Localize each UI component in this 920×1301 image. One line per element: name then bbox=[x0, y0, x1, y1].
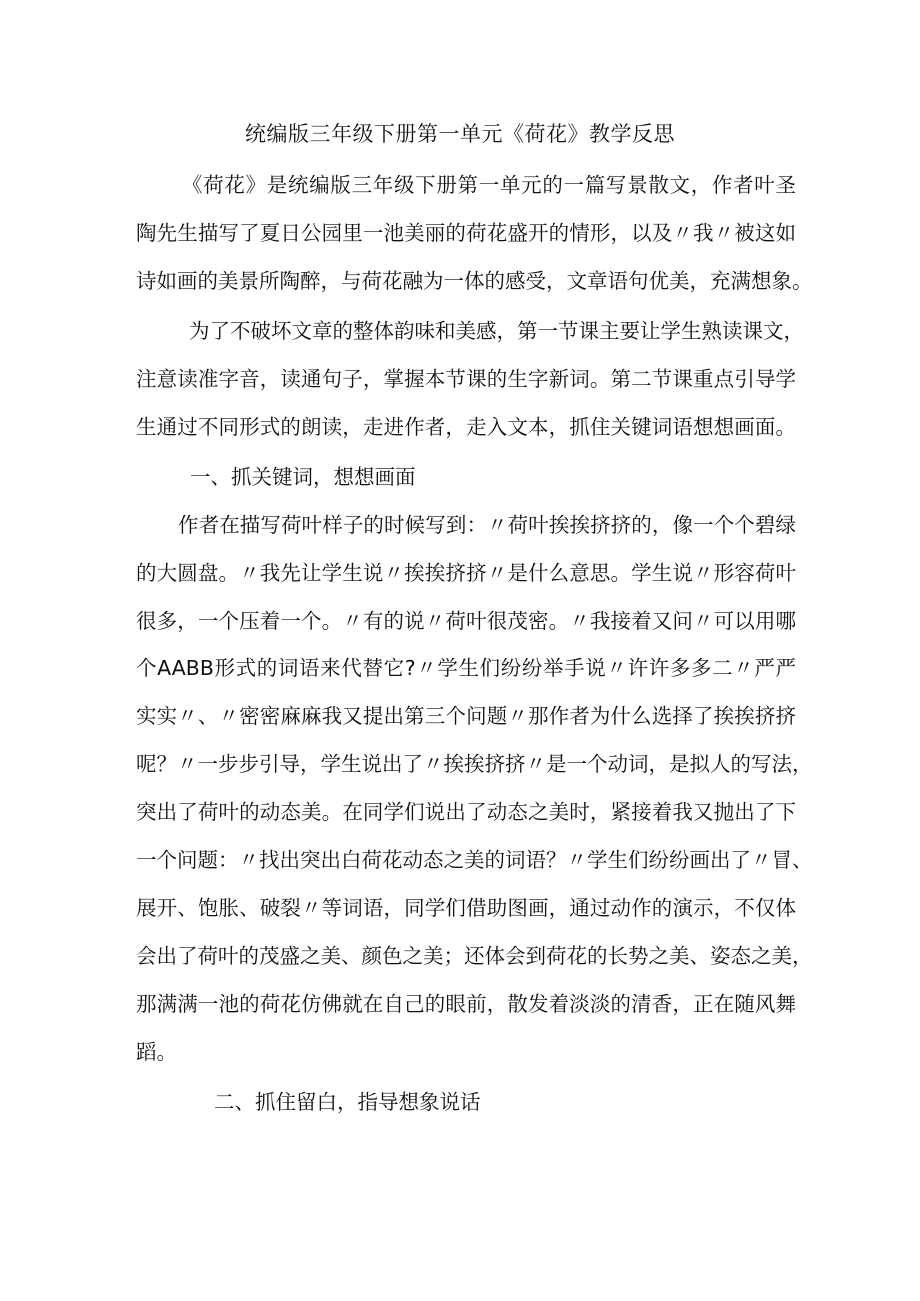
paragraph-line: 诗如画的美景所陶醉，与荷花融为一体的感受，文章语句优美，充满想象。 bbox=[136, 269, 813, 293]
paragraph-line: 会出了荷叶的茂盛之美、颜色之美；还体会到荷花的长势之美、姿态之美， bbox=[136, 944, 813, 968]
paragraph-line: 《荷花》是统编版三年级下册第一单元的一篇写景散文，作者叶圣 bbox=[182, 173, 796, 197]
paragraph-line: 呢？〃一步步引导，学生说出了〃挨挨挤挤〃是一个动词，是拟人的写法， bbox=[136, 752, 813, 776]
paragraph-line: 很多，一个压着一个。〃有的说〃荷叶很茂密。〃我接着又问〃可以用哪 bbox=[136, 609, 796, 633]
paragraph-line: 为了不破坏文章的整体韵味和美感，第一节课主要让学生熟读课文， bbox=[189, 319, 804, 343]
section-heading: 二、抓住留白，指导想象说话 bbox=[214, 1090, 481, 1114]
paragraph-line: 那满满一池的荷花仿佛就在自己的眼前，散发着淡淡的清香，正在随风舞 bbox=[136, 992, 796, 1016]
paragraph-line: 个AABB形式的词语来代替它?〃学生们纷纷举手说〃许许多多二〃严严 bbox=[136, 656, 796, 680]
section-heading: 一、抓关键词，想想画面 bbox=[190, 465, 416, 489]
paragraph-line: 的大圆盘。〃我先让学生说〃挨挨挤挤〃是什么意思。学生说〃形容荷叶 bbox=[136, 561, 796, 585]
paragraph-line: 作者在描写荷叶样子的时候写到：〃荷叶挨挨挤挤的，像一个个碧绿 bbox=[178, 513, 796, 537]
paragraph-line: 突出了荷叶的动态美。在同学们说出了动态之美时，紧接着我又抛出了下 bbox=[136, 800, 796, 824]
paragraph-line: 实实〃、〃密密麻麻我又提出第三个问题〃那作者为什么选择了挨挨挤挤 bbox=[136, 704, 796, 728]
paragraph-line: 注意读准字音，读通句子，掌握本节课的生字新词。第二节课重点引导学 bbox=[136, 367, 796, 391]
paragraph-line: 展开、饱胀、破裂〃等词语，同学们借助图画，通过动作的演示，不仅体 bbox=[136, 896, 796, 920]
paragraph-line: 一个问题：〃找出突出白荷花动态之美的词语？〃学生们纷纷画出了〃冒、 bbox=[136, 848, 813, 872]
paragraph-line: 蹈。 bbox=[136, 1040, 177, 1064]
page-title: 统编版三年级下册第一单元《荷花》教学反思 bbox=[245, 122, 675, 146]
paragraph-line: 陶先生描写了夏日公园里一池美丽的荷花盛开的情形，以及〃我〃被这如 bbox=[136, 221, 796, 245]
paragraph-line: 生通过不同形式的朗读，走进作者，走入文本，抓住关键词语想想画面。 bbox=[136, 415, 796, 439]
